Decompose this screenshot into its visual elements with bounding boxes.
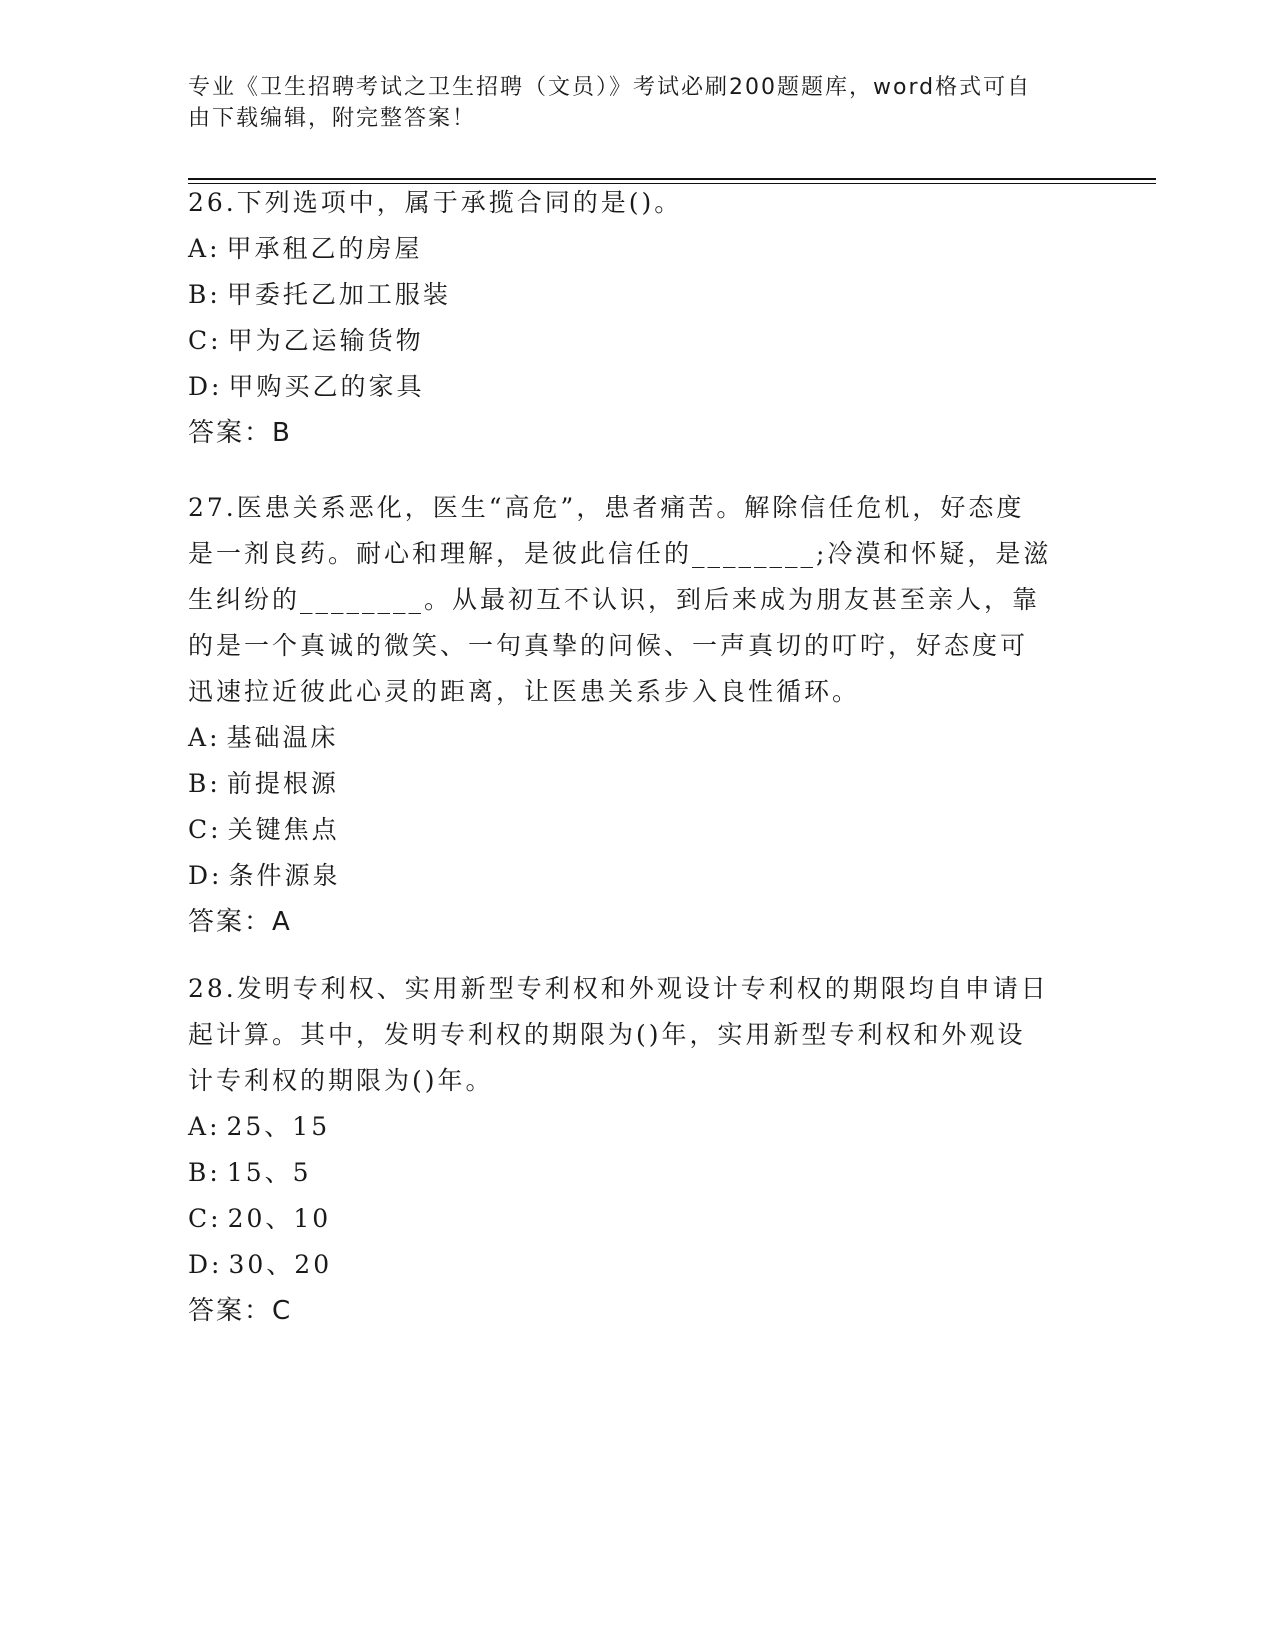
question-27 (188, 485, 1088, 945)
option-separator: : (209, 280, 221, 309)
option-text: 基础温床 (226, 723, 339, 752)
option-separator: : (211, 372, 223, 401)
option-c (188, 807, 1088, 853)
option-text: 20、10 (227, 1204, 332, 1233)
option-separator: : (210, 815, 222, 844)
option-c (188, 318, 1088, 364)
option-letter: A (188, 1112, 210, 1141)
option-separator: : (209, 769, 221, 798)
option-text: 关键焦点 (227, 815, 340, 844)
option-letter: D (188, 1250, 212, 1279)
option-d (188, 853, 1088, 899)
option-separator: : (210, 1204, 222, 1233)
option-b (188, 272, 1088, 318)
option-separator: : (209, 234, 221, 263)
option-b (188, 1150, 1088, 1196)
option-a (188, 715, 1088, 761)
option-d (188, 1242, 1088, 1288)
option-text: 15、5 (226, 1158, 312, 1187)
header-line-2: 由下载编辑，附完整答案！ (188, 106, 477, 131)
option-letter: B (188, 1158, 210, 1187)
question-26 (188, 180, 1088, 456)
option-text: 甲委托乙加工服装 (226, 280, 451, 309)
option-letter: C (188, 326, 211, 355)
question-text-line: 计专利权的期限为()年。 (188, 1066, 494, 1095)
header-line-1: 专业《卫生招聘考试之卫生招聘（文员）》考试必刷200题题库，word格式可自 (188, 75, 1032, 100)
option-separator: : (210, 326, 222, 355)
option-text: 前提根源 (226, 769, 339, 798)
question-text-line: 生纠纷的________。从最初互不认识，到后来成为朋友甚至亲人，靠 (188, 585, 1041, 614)
option-letter: A (188, 234, 210, 263)
option-text: 甲为乙运输货物 (227, 326, 424, 355)
option-c (188, 1196, 1088, 1242)
option-separator: : (209, 1112, 221, 1141)
option-text: 条件源泉 (228, 861, 341, 890)
option-b (188, 761, 1088, 807)
option-d (188, 364, 1088, 410)
question-text-line: 27.医患关系恶化，医生“高危”，患者痛苦。解除信任危机，好态度 (188, 493, 1025, 522)
question-text-line: 26.下列选项中，属于承揽合同的是()。 (188, 188, 683, 217)
question-text-line: 迅速拉近彼此心灵的距离，让医患关系步入良性循环。 (188, 677, 861, 706)
option-a (188, 1104, 1088, 1150)
option-separator: : (209, 1158, 221, 1187)
option-letter: B (188, 280, 210, 309)
option-separator: : (209, 723, 221, 752)
question-text-line: 的是一个真诚的微笑、一句真挚的问候、一声真切的叮咛，好态度可 (188, 631, 1029, 660)
option-letter: D (188, 861, 212, 890)
answer-line: 答案：A (188, 907, 292, 937)
question-text-line: 是一剂良药。耐心和理解，是彼此信任的________;冷漠和怀疑，是滋 (188, 539, 1052, 568)
document-header (188, 72, 1068, 134)
option-letter: C (188, 1204, 211, 1233)
option-a (188, 226, 1088, 272)
option-separator: : (211, 861, 223, 890)
question-text-line: 起计算。其中，发明专利权的期限为()年，实用新型专利权和外观设 (188, 1020, 1026, 1049)
question-text-line: 28.发明专利权、实用新型专利权和外观设计专利权的期限均自申请日 (188, 974, 1049, 1003)
option-text: 甲购买乙的家具 (228, 372, 425, 401)
question-28 (188, 966, 1088, 1334)
option-letter: B (188, 769, 210, 798)
answer-line: 答案：B (188, 418, 292, 448)
option-text: 甲承租乙的房屋 (226, 234, 423, 263)
option-text: 25、15 (226, 1112, 331, 1141)
option-text: 30、20 (228, 1250, 333, 1279)
option-letter: D (188, 372, 212, 401)
answer-line: 答案：C (188, 1296, 293, 1326)
option-separator: : (211, 1250, 223, 1279)
option-letter: A (188, 723, 210, 752)
option-letter: C (188, 815, 211, 844)
